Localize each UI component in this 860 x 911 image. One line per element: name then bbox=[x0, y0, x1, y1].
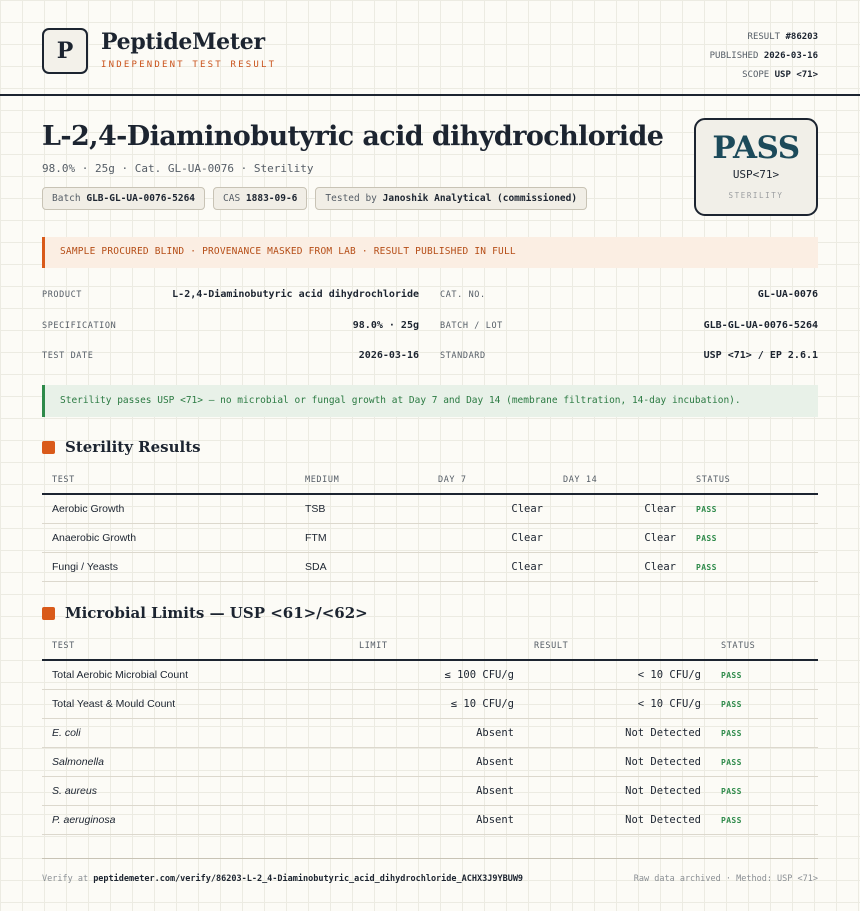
status-cell bbox=[711, 805, 818, 834]
meta-result bbox=[710, 28, 818, 47]
col-test: TEST bbox=[42, 466, 295, 494]
product-label: PRODUCT bbox=[42, 290, 83, 300]
cas-chip-value: 1883-09-6 bbox=[245, 193, 298, 204]
report-header bbox=[0, 0, 860, 96]
standard-value: USP <71> / EP 2.6.1 bbox=[703, 350, 818, 361]
table-row bbox=[42, 660, 818, 689]
status-badge: PASS bbox=[721, 757, 742, 767]
tested-by-chip bbox=[315, 187, 587, 210]
cat-value: GL-UA-0076 bbox=[757, 289, 818, 300]
medium-cell: TSB bbox=[295, 494, 428, 523]
table-row bbox=[42, 494, 818, 523]
cat-label: CAT. NO. bbox=[440, 290, 486, 300]
batch-chip-value: GLB-GL-UA-0076-5264 bbox=[86, 193, 196, 204]
test-cell: Aerobic Growth bbox=[42, 494, 295, 523]
table-row bbox=[42, 552, 818, 581]
microbial-table bbox=[42, 632, 818, 835]
footer-note: Raw data archived · Method: USP <71> bbox=[633, 874, 818, 884]
organism-name: Salmonella bbox=[52, 755, 104, 768]
status-badge: PASS bbox=[696, 504, 717, 514]
meta-result-label: RESULT bbox=[747, 32, 781, 42]
sterility-section-title bbox=[42, 438, 201, 456]
batch-label: BATCH / LOT bbox=[440, 321, 503, 331]
limit-cell: Absent bbox=[349, 805, 524, 834]
section-square-icon bbox=[42, 607, 55, 620]
microbial-header-row bbox=[42, 632, 818, 660]
status-badge: PASS bbox=[721, 786, 742, 796]
date-value: 2026-03-16 bbox=[358, 350, 419, 361]
table-row bbox=[42, 689, 818, 718]
limit-cell: Absent bbox=[349, 747, 524, 776]
sterility-header-row bbox=[42, 466, 818, 494]
microbial-title-text: Microbial Limits — USP <61>/<62> bbox=[65, 604, 368, 622]
result-cell: < 10 CFU/g bbox=[524, 689, 711, 718]
table-row bbox=[42, 805, 818, 834]
brand-name: PeptideMeter bbox=[101, 29, 265, 55]
day7-cell: Clear bbox=[428, 523, 553, 552]
cas-chip-label: CAS bbox=[223, 193, 241, 204]
brand-tagline: INDEPENDENT TEST RESULT bbox=[101, 60, 277, 70]
test-cell: Total Aerobic Microbial Count bbox=[42, 660, 349, 689]
limit-cell: ≤ 100 CFU/g bbox=[349, 660, 524, 689]
status-cell bbox=[686, 523, 818, 552]
tested-chip-label: Tested by bbox=[325, 193, 377, 204]
col-day14: DAY 14 bbox=[553, 466, 686, 494]
batch-chip-label: Batch bbox=[52, 193, 81, 204]
logo-letter: P bbox=[56, 38, 74, 64]
status-badge: PASS bbox=[721, 699, 742, 709]
section-square-icon bbox=[42, 441, 55, 454]
product-value: L-2,4-Diaminobutyric acid dihydrochloride bbox=[172, 289, 419, 300]
blind-sample-notice: SAMPLE PROCURED BLIND · PROVENANCE MASKED FROM LAB · RESULT PUBLISHED IN FULL bbox=[42, 237, 818, 268]
table-row bbox=[42, 718, 818, 747]
status-badge: PASS bbox=[721, 670, 742, 680]
status-badge: PASS bbox=[696, 533, 717, 543]
result-cell: Not Detected bbox=[524, 776, 711, 805]
info-chips bbox=[42, 187, 587, 210]
table-row bbox=[42, 523, 818, 552]
batch-value: GLB-GL-UA-0076-5264 bbox=[703, 320, 818, 331]
spec-label: SPECIFICATION bbox=[42, 321, 117, 331]
verify-link[interactable]: peptidemeter.com/verify/86203-L-2_4-Diaminobutyric_acid_dihydrochloride_ACHX3J9YBUW9 bbox=[93, 874, 524, 884]
status-badge: PASS bbox=[696, 562, 717, 572]
limit-cell: Absent bbox=[349, 776, 524, 805]
col-medium: MEDIUM bbox=[295, 466, 428, 494]
day14-cell: Clear bbox=[553, 523, 686, 552]
organism-name: P. aeruginosa bbox=[52, 813, 116, 826]
standard-label: STANDARD bbox=[440, 351, 486, 361]
meta-published-label: PUBLISHED bbox=[709, 51, 759, 61]
sterility-summary: Sterility passes USP <71> — no microbial or fungal growth at Day 7 and Day 14 (membrane filtration, 14-day incubation). bbox=[42, 385, 818, 417]
test-cell: Anaerobic Growth bbox=[42, 523, 295, 552]
medium-cell: SDA bbox=[295, 552, 428, 581]
limit-cell: ≤ 10 CFU/g bbox=[349, 689, 524, 718]
result-cell: Not Detected bbox=[524, 718, 711, 747]
day7-cell: Clear bbox=[428, 494, 553, 523]
pass-badge bbox=[694, 118, 818, 216]
test-cell: Total Yeast & Mould Count bbox=[42, 689, 349, 718]
report-footer bbox=[42, 858, 818, 884]
organism-name: E. coli bbox=[52, 726, 81, 739]
table-row bbox=[42, 747, 818, 776]
badge-category: STERILITY bbox=[728, 191, 784, 200]
result-cell: < 10 CFU/g bbox=[524, 660, 711, 689]
status-cell bbox=[711, 776, 818, 805]
limit-cell: Absent bbox=[349, 718, 524, 747]
test-cell bbox=[42, 718, 349, 747]
status-cell bbox=[711, 660, 818, 689]
spec-value: 98.0% · 25g bbox=[352, 320, 419, 331]
batch-chip bbox=[42, 187, 205, 210]
status-badge: PASS bbox=[721, 728, 742, 738]
organism-name: S. aureus bbox=[52, 784, 97, 797]
col-result: RESULT bbox=[524, 632, 711, 660]
status-cell bbox=[711, 747, 818, 776]
table-row bbox=[42, 776, 818, 805]
day14-cell: Clear bbox=[553, 552, 686, 581]
col-status: STATUS bbox=[711, 632, 818, 660]
medium-cell: FTM bbox=[295, 523, 428, 552]
info-row-date bbox=[42, 341, 818, 371]
status-cell bbox=[711, 718, 818, 747]
product-title: L-2,4-Diaminobutyric acid dihydrochloride bbox=[42, 121, 664, 152]
microbial-section-title bbox=[42, 604, 368, 622]
date-label: TEST DATE bbox=[42, 351, 94, 361]
test-cell bbox=[42, 776, 349, 805]
col-day7: DAY 7 bbox=[428, 466, 553, 494]
brand-logo bbox=[42, 28, 88, 74]
col-limit: LIMIT bbox=[349, 632, 524, 660]
day14-cell: Clear bbox=[553, 494, 686, 523]
test-cell bbox=[42, 747, 349, 776]
product-subtitle: 98.0% · 25g · Cat. GL-UA-0076 · Sterility bbox=[42, 162, 314, 175]
tested-chip-value: Janoshik Analytical (commissioned) bbox=[382, 193, 578, 204]
info-row-spec bbox=[42, 311, 818, 341]
test-cell bbox=[42, 805, 349, 834]
info-row-product bbox=[42, 280, 818, 310]
meta-published bbox=[710, 47, 818, 66]
day7-cell: Clear bbox=[428, 552, 553, 581]
status-badge: PASS bbox=[721, 815, 742, 825]
cas-chip bbox=[213, 187, 307, 210]
meta-published-value: 2026-03-16 bbox=[763, 51, 818, 61]
test-cell: Fungi / Yeasts bbox=[42, 552, 295, 581]
result-cell: Not Detected bbox=[524, 805, 711, 834]
sterility-table bbox=[42, 466, 818, 582]
meta-scope-value: USP <71> bbox=[774, 70, 818, 80]
meta-scope-label: SCOPE bbox=[742, 70, 770, 80]
col-status: STATUS bbox=[686, 466, 818, 494]
sterility-title-text: Sterility Results bbox=[65, 438, 201, 456]
badge-standard: USP<71> bbox=[732, 168, 780, 181]
result-cell: Not Detected bbox=[524, 747, 711, 776]
report-meta bbox=[710, 28, 818, 85]
status-cell bbox=[686, 494, 818, 523]
badge-verdict: PASS bbox=[712, 130, 800, 166]
meta-scope bbox=[710, 66, 818, 85]
status-cell bbox=[686, 552, 818, 581]
col-test: TEST bbox=[42, 632, 349, 660]
status-cell bbox=[711, 689, 818, 718]
verify-label: Verify at bbox=[42, 874, 89, 884]
meta-result-value: #86203 bbox=[785, 32, 818, 42]
